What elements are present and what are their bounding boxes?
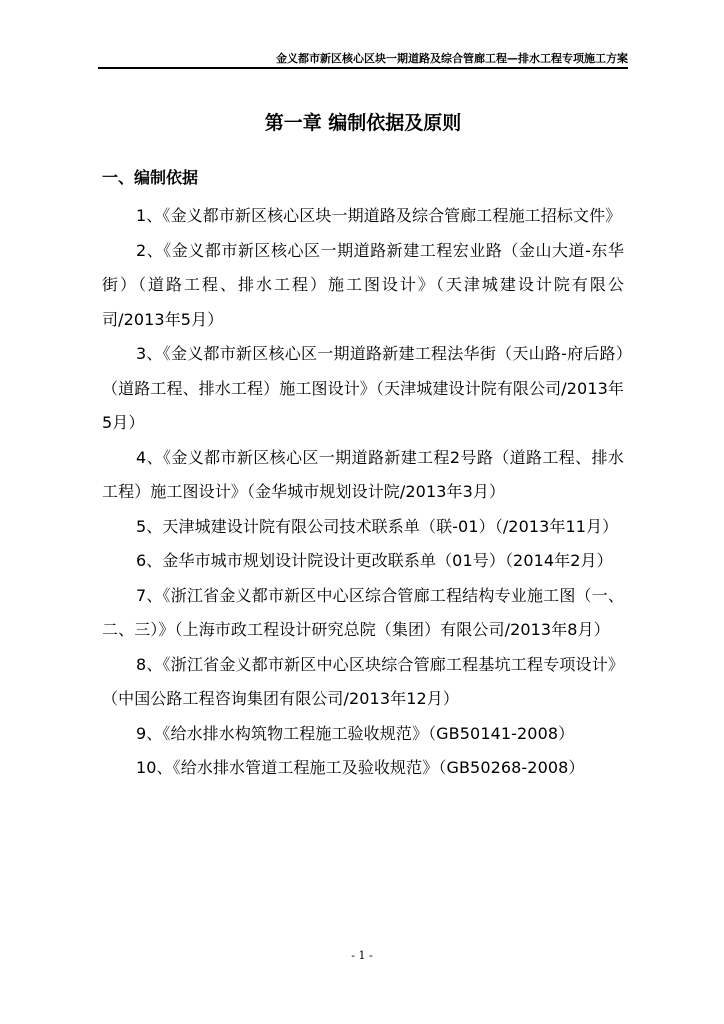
section-heading: 一、编制依据: [102, 168, 199, 187]
page-number: - 1 -: [351, 949, 373, 962]
reference-item-6: 6、金华市城市规划设计院设计更改联系单（01号）（2014年2月）: [136, 551, 613, 570]
reference-item-2: 2、《金义都市新区核心区一期道路新建工程宏业路（金山大道-东华街）（道路工程、排水工程）施工图设计》（天津城建设计院有限公司/2013年5月）: [102, 240, 624, 329]
running-header: 金义都市新区核心区块一期道路及综合管廊工程—排水工程专项施工方案: [276, 52, 628, 65]
header-rule: [98, 67, 628, 69]
reference-item-7: 7、《浙江省金义都市新区中心区综合管廊工程结构专业施工图（一、二、三）》（上海市政工程设计研究总院（集团）有限公司/2013年8月）: [102, 585, 624, 639]
reference-item-4: 4、《金义都市新区核心区一期道路新建工程2号路（道路工程、排水工程）施工图设计》（金华城市规划设计院/2013年3月）: [102, 447, 624, 501]
chapter-title: 第一章 编制依据及原则: [264, 112, 462, 134]
reference-item-5: 5、天津城建设计院有限公司技术联系单（联-01）（/2013年11月）: [136, 516, 619, 536]
reference-item-8: 8、《浙江省金义都市新区中心区块综合管廊工程基坑工程专项设计》（中国公路工程咨询集团有限公司/2013年12月）: [102, 654, 624, 708]
reference-list: [102, 199, 624, 786]
reference-item-3: 3、《金义都市新区核心区一期道路新建工程法华街（天山路-府后路）（道路工程、排水工程）施工图设计》（天津城建设计院有限公司/2013年5月）: [102, 344, 624, 432]
reference-item-1: 1、《金义都市新区核心区块一期道路及综合管廊工程施工招标文件》: [136, 206, 622, 225]
reference-item-10: 10、《给水排水管道工程施工及验收规范》（GB50268-2008）: [136, 758, 585, 777]
reference-item-9: 9、《给水排水构筑物工程施工验收规范》（GB50141-2008）: [136, 723, 575, 743]
